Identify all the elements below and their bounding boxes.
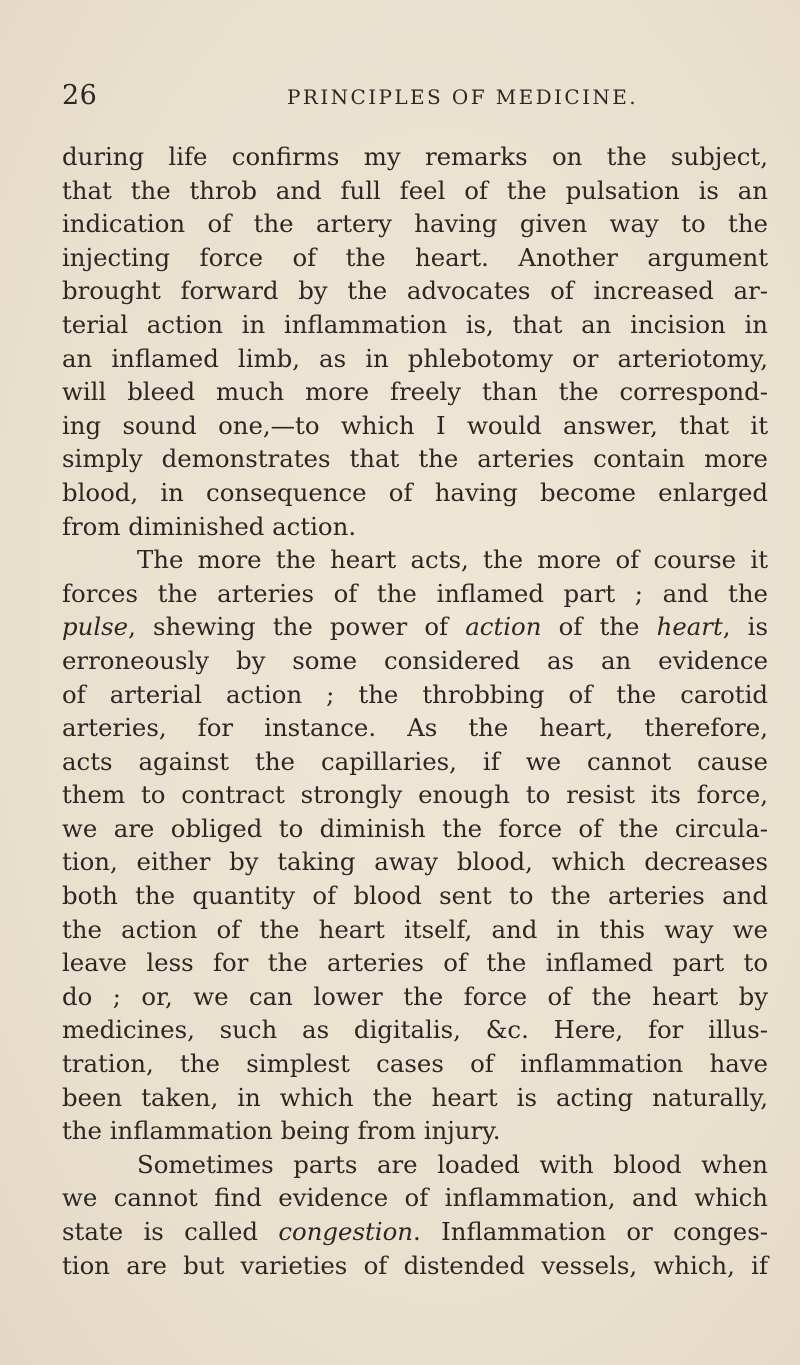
text-line: pulse, shewing the power of action of the heart, is: [62, 612, 769, 642]
text-line: we cannot find evidence of inflammation, and which: [62, 1183, 768, 1213]
text-line: terial action in inflammation is, that an incision in: [62, 309, 768, 339]
text-line: Sometimes parts are loaded with blood when: [137, 1149, 768, 1179]
text-line: both the quantity of blood sent to the arteries and: [62, 881, 768, 911]
running-title: PRINCIPLES OF MEDICINE.: [287, 85, 639, 109]
text-line: ing sound one,—to which I would answer, that it: [62, 410, 768, 440]
text-line: that the throb and full feel of the pulsation is an: [62, 175, 768, 205]
text-line: arteries, for instance. As the heart, therefore,: [62, 713, 768, 743]
text-line: of arterial action ; the throbbing of the carotid: [62, 679, 768, 709]
text-line: been taken, in which the heart is acting naturally,: [62, 1082, 768, 1112]
text-line: indication of the artery having given way to the: [62, 209, 768, 239]
running-head: [62, 80, 760, 114]
text-line: the action of the heart itself, and in this way we: [62, 914, 768, 944]
text-line: medicines, such as digitalis, &c. Here, for illus-: [62, 1015, 768, 1045]
text-line: will bleed much more freely than the correspond-: [62, 377, 768, 407]
text-line: do ; or, we can lower the force of the heart by: [62, 981, 768, 1011]
text-line: injecting force of the heart. Another argument: [62, 242, 768, 272]
text-line: The more the heart acts, the more of course it: [137, 545, 768, 575]
text-line: from diminished action.: [62, 511, 357, 541]
text-line: leave less for the arteries of the inflamed part to: [62, 948, 768, 978]
text-line: brought forward by the advocates of increased ar-: [62, 276, 768, 306]
text-line: blood, in consequence of having become enlarged: [62, 477, 768, 507]
text-line: we are obliged to diminish the force of the circula-: [62, 813, 768, 843]
text-line: simply demonstrates that the arteries contain more: [62, 444, 768, 474]
text-line: during life confirms my remarks on the subject,: [62, 142, 768, 171]
body-text: [62, 140, 768, 1282]
text-line: forces the arteries of the inflamed part ; and the: [62, 578, 768, 608]
text-line: tion are but varieties of distended vessels, which, if: [62, 1250, 768, 1280]
text-line: tration, the simplest cases of inflammation have: [62, 1049, 768, 1079]
page-number: 26: [62, 80, 98, 111]
text-line: state is called congestion. Inflammation or conges-: [62, 1217, 768, 1246]
text-line: an inflamed limb, as in phlebotomy or arteriotomy,: [62, 343, 768, 373]
text-line: acts against the capillaries, if we cannot cause: [62, 746, 768, 776]
text-line: them to contract strongly enough to resist its force,: [62, 780, 768, 810]
text-line: the inflammation being from injury.: [62, 1116, 501, 1146]
text-line: erroneously by some considered as an evidence: [62, 645, 768, 675]
text-line: tion, either by taking away blood, which decreases: [62, 847, 768, 877]
